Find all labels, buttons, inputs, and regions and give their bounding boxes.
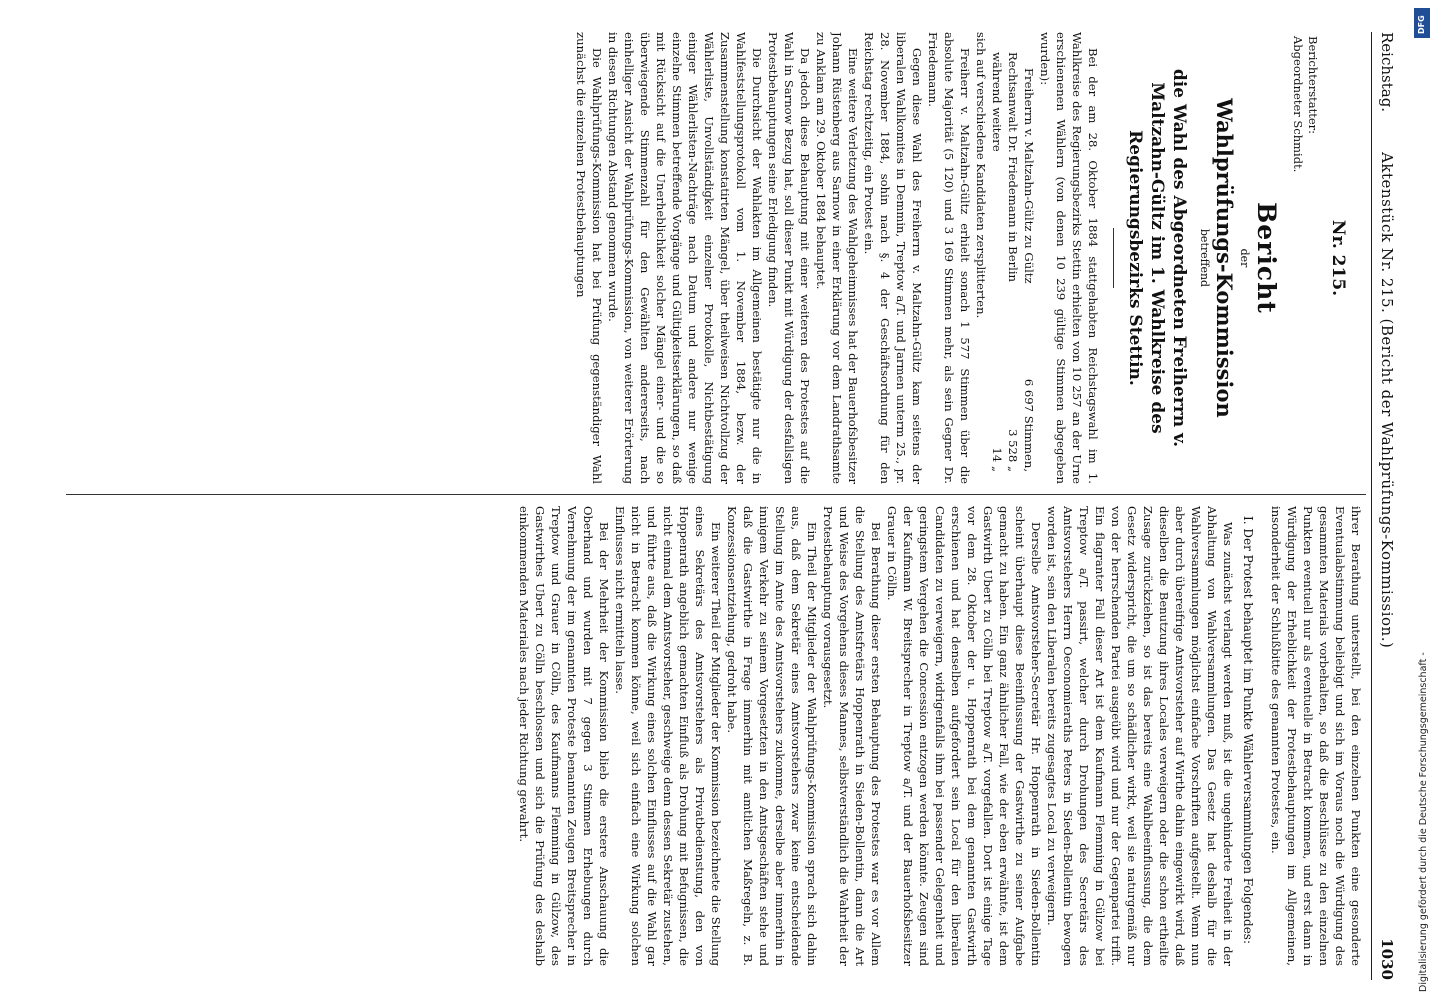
paragraph: Bei Berathung dieser ersten Behauptung des Protestes war es vor Allem die Stellung des Amtsfretärs Hoppenrath in Sieden-Bollentin, dann die Art und Weise des Vorgehens dieses Mannes, selbstverständlich die Wahrheit der Protestbehauptung vorausgesetzt. [821,506,883,966]
der-label: der [1238,248,1251,268]
election-title: die Wahl des Abgeordneten Freiherrn v. Maltzahn-Gültz im 1. Wahlkreise des Regierungsbezirks Stettin. [1125,68,1189,448]
section-heading: I. Der Protest behauptet im Punkte Wählerversammlungen Folgendes: [1241,516,1255,944]
vote-count: 14 „ [990,447,1004,472]
paragraph: Ein Theil der Mitglieder der Wahlprüfungs-Kommission sprach sich dahin aus, daß dem Sekretär eines Amtsvorstehers zwar keine entscheidende Stellung im Amte des Amtsvorstehers zukomme, derselbe aber immerhin in innigem Verkehr zu seinem Vorgesetzten in den Amtsgeschäften stehe und daß die Gastwirthe in Frage immerhin mit amtlichen Maßregeln, z. B. Konzessionsentziehung, gedroht habe. [725,506,819,966]
vote-count: 3 528 „ [1006,429,1020,472]
header-left: Reichstag. [1378,32,1396,113]
reporter-name: Abgeordneter Schmidt. [1291,36,1305,173]
paragraph: Da jedoch diese Behauptung mit einer weiteren des Protestes auf die Wahl in Sarnow Bezug hat, soll dieser Punkt mit Würdigung der desfallsigen Protestbehauptungen seine Erledigung finden. [766,32,812,484]
paragraph: Eine weitere Verletzung des Wahlgeheimnisses hat der Bauerhofsbesitzer Johann Rüstenberg aus Sarnow in einer Erklärung vor dem Landrathsamte zu Anklam am 29. Oktober 1884 behauptet. [814,32,860,484]
right-column [64,506,1364,966]
page-number: 1030 [1378,938,1396,980]
vote-count: 6 697 Stimmen, [1022,378,1036,472]
paragraph: ihrer Berathung unterstellt, bei den einzelnen Punkten eine gesonderte Eventualabstimmung beliebigt und sich im Voraus noch die Würdigung des gesammten Materials vorbehalten, so daß die Beschlüsse zu den einzelnen Punkten eventuell nur als eventuelle in Betracht kommen, und erst dann in Würdigung der Erheblichkeit der Protestbehauptungen im Allgemeinen, insonderheit der Schlußbitte des genannten Protestes, ein. [1269,506,1363,966]
paragraph: Gegen diese Wahl des Freiherrn v. Maltzahn-Gültz kam seitens der liberalen Wahlkomites in Demmin, Treptow a/T. und Jarmen unterm 25., pr. 28. November 1884, sohin nach §. 4 der Geschäftsordnung für den Reichstag rechtzeitig, ein Protest ein. [862,32,924,484]
split-paragraph: sich auf verschiedene Kandidaten zersplitterten. [974,32,988,319]
document-number: Nr. 215. [1328,219,1348,297]
vote-row [989,32,1005,484]
paragraph: Was zunächst verlangt werden muß, ist die ungehinderte Freiheit in der Abhaltung von Wahlversammlungen. Das Gesetz hat deshalb für die Wahlversammlungen möglichst einfache Vorschriften aufgestellt. Wenn nun aber durch übereifrige Amtsvorsteher auf Wirthe dahin eingewirkt wird, daß dieselben die Benutzung ihres Locales verweigern oder die schon ertheilte Zusage zurückziehen, so ist das bereits eine Wahlbeeinflussung, die dem Gesetz widerspricht, die um so schädlicher wirkt, weil sie naturgemäß nur von der herrschenden Partei ausgeübt wird und nur der Gegenpartei trifft. Ein flagranter Fall dieser Art ist dem Kaufmann Flemming in Gülzow bei Treptow a/T. passirt, welcher durch Drohungen des Secretärs des Amtsvorstehers Herrn Oeconomieraths Peters in Sieden-Bollentin bewogen worden ist, sein den Liberalen bereits zugesagtes Local zu verweigern. [1045,506,1235,966]
report-title: Bericht [1252,202,1281,314]
paragraph: Derselbe Amtsvorsteher-Secretär Hr. Hoppenrath in Sieden-Bollentin scheint überhaupt diese Beeinflussung der Gastwirthe zu seiner Aufgabe gemacht zu haben. Ein ganz ähnlicher Fall, wie der eben erwähnte, ist dem Gastwirth Ubert zu Cölln bei Treptow a/T. vorgefallen. Dort ist einige Tage vor dem 28. Oktober der u. Hoppenrath bei dem genannten Gastwirth erschienen und hat denselben aufgefordert sein Local für den liberalen Candidaten zu verweigern, widrigenfalls ihm bei passender Gelegenheit und geringstem Vergehen die Concession entzogen werden könnte. Zeugen sind der Kaufmann W. Breitsprecher in Treptow a/T. und der Bauerhofsbesitzer Grauer in Cölln. [885,506,1043,966]
paragraph: Die Durchsicht der Wahlakten im Allgemeinen bestätigte nur die in Wahlfeststellungsprotokoll vom 1. November 1884, bezw. der Zusammenstellung konstatirten Mängel, über theilweisen Nichtvollzug der Wählerliste, Unvollständigkeit einzelner Protokolle, Nichtbestätigung einiger Wählerlisten-Nachträge nach Datum und andere nur wenige einzelne Stimmen betreffende Vorgänge und Gültigkeitserklärungen, so daß mit Rücksicht auf die Unerheblichkeit solcher Mängel einer- und die so überwiegende Stimmenzahl für den Gewählten andererseits, nach einhelliger Ansicht der Wahlprüfungs-Kommission, von weiterer Erörterung in diesen Richtungen Abstand genommen wurde. [606,32,764,484]
vote-row [1021,32,1037,484]
vote-candidate: Freiherrn v. Maltzahn-Gültz zu Gültz [1022,68,1036,284]
reporter-label: Berichterstatter: [1306,36,1320,135]
page-header [1374,32,1396,980]
dfg-logo [1414,8,1430,38]
paragraph: Die Wahlprüfungs-Kommission hat bei Prüfung gegenständiger Wahl zunächst die einzelnen Protestbehauptungen [574,32,604,484]
header-rule [1371,32,1372,980]
vote-row [1005,32,1021,484]
vote-candidate: Rechtsanwalt Dr. Friedemann in Berlin [1006,52,1020,282]
betreffend-label: betreffend [1198,228,1211,288]
reporter-block [1290,36,1320,484]
commission-title: Wahlprüfungs-Kommission [1212,98,1237,418]
dfg-logo-text: DFG [1417,15,1426,34]
intro-paragraph: Bei der am 28. Oktober 1884 stattgehabten Reichstagswahl im 1. Wahlkreise des Regierungsbezirks Stettin erhielten von 10 257 an der Urne erschienenen Wählern (von denen 10 239 gültige Stimmen abgegeben wurden): [1038,32,1100,484]
title-rule [1113,228,1114,288]
left-column [64,32,1364,484]
paragraph: Freiherr v. Maltzahn-Gültz erhielt sonach 1 577 Stimmen über die absolute Majorität (5 120) und 3 169 Stimmen mehr, als sein Gegner Dr. Friedemann. [926,32,972,484]
column-separator [66,494,1366,495]
paragraph: Ein weiterer Theil der Mitglieder der Kommission bezeichnete die Stellung eines Sekretärs des Amtsvorstehers als Privatbedienstung, den von Hoppenrath angeblich gemachten Einfluß als Drohung mit Befugnissen, die nicht einmal dem Amtsvorsteher, geschweige denn dessen Sekretär zustehen, und führte aus, daß die Wirkung eines solchen Einflusses auf die Wahl gar nicht in Betracht kommen könne, weil sich einfach eine Wirkung solchen Einflusses nicht ermitteln lasse. [613,506,723,966]
header-title: Aktenstück Nr. 215. (Bericht der Wahlprüfungs-Kommission.) [1378,152,1396,649]
paragraph: Bei der Mehrheit der Kommission blieb die erstere Anschauung die Oberhand und wurden mit 7 gegen 3 Stimmen Erhebungen durch Vernehmung der im genannten Proteste benannten Zeugen Breitsprecher in Treptow und Grauer in Cölln, des Kaufmanns Flemming in Gülzow, des Gastwirthes Ubert zu Cölln beschlossen und sich die Prüfung des deshalb einkommenden Materiales nach jeder Richtung gewahrt. [517,506,611,966]
vote-candidate: während weitere [990,52,1004,152]
digitization-note: Digitalisierung gefördert durch die Deutsche Forschungsgemeinschaft - [1418,652,1429,992]
